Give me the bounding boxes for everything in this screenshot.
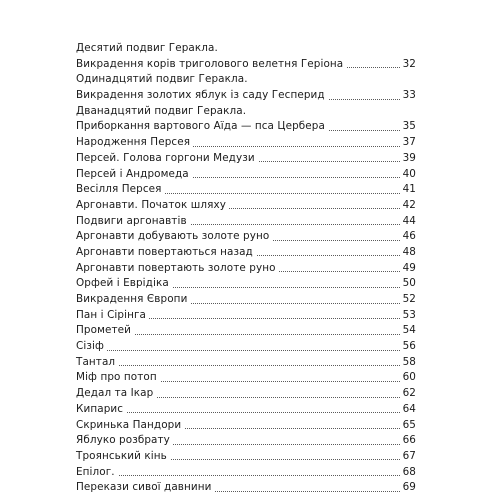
toc-entry-title: Тантал — [76, 355, 118, 371]
toc-entry-page-number: 33 — [400, 88, 416, 104]
toc-entry — [76, 355, 416, 371]
toc-entry-page-number: 52 — [400, 292, 416, 308]
toc-entry-page-number: 66 — [400, 433, 416, 449]
toc-entry — [76, 167, 416, 183]
toc-entry-title: Епілог. — [76, 465, 118, 481]
toc-entry-page-number: 56 — [400, 339, 416, 355]
toc-entry-page-number: 35 — [400, 119, 416, 135]
toc-entry-title: Перекази сивої давнини — [76, 480, 215, 496]
toc-entry-title: Яблуко розбрату — [76, 433, 173, 449]
toc-entry — [76, 151, 416, 167]
toc-entry — [76, 182, 416, 198]
toc-entry-title: Десятий подвиг Геракла. — [76, 41, 221, 57]
toc-entry-title: Дванадцятий подвиг Геракла. — [76, 104, 249, 120]
toc-entry-title: Міф про потоп — [76, 370, 160, 386]
toc-entry-title: Подвиги аргонавтів — [76, 214, 190, 230]
dot-leader — [76, 365, 416, 366]
toc-entry-title: Весілля Персея — [76, 182, 165, 198]
toc-entry-title: Пан і Сірінга — [76, 308, 149, 324]
toc-entry — [76, 480, 416, 496]
toc-entry-title: Персей. Голова горгони Медузи — [76, 151, 258, 167]
toc-entry-title: Аргонавти добувають золоте руно — [76, 229, 272, 245]
toc-entry-page-number: 60 — [400, 370, 416, 386]
toc-entry-page-number: 32 — [400, 57, 416, 73]
toc-entry — [76, 276, 416, 292]
toc-entry-title: Приборкання вартового Аїда — пса Цербера — [76, 119, 328, 135]
toc-entry-page-number: 54 — [400, 323, 416, 339]
toc-entry — [76, 88, 416, 104]
toc-entry-page-number: 39 — [400, 151, 416, 167]
toc-entry — [76, 214, 416, 230]
toc-entry — [76, 57, 416, 73]
toc-entry-title: Аргонавти. Початок шляху — [76, 198, 229, 214]
toc-entry — [76, 292, 416, 308]
toc-entry — [76, 135, 416, 151]
toc-entry-page-number: 44 — [400, 214, 416, 230]
toc-entry — [76, 465, 416, 481]
dot-leader — [76, 412, 416, 413]
dot-leader — [76, 350, 416, 351]
toc-entry-title: Прометей — [76, 323, 134, 339]
toc-entry-title: Дедал та Ікар — [76, 386, 156, 402]
toc-entry — [76, 386, 416, 402]
toc-entry-title: Викрадення золотих яблук із саду Гесперид — [76, 88, 328, 104]
toc-entry-page-number: 48 — [400, 245, 416, 261]
toc-entry-page-number: 49 — [400, 261, 416, 277]
toc-entry — [76, 41, 416, 57]
toc-entry — [76, 229, 416, 245]
toc-entry — [76, 339, 416, 355]
dot-leader — [76, 475, 416, 476]
toc-entry-page-number: 37 — [400, 135, 416, 151]
toc-entry-title: Аргонавти повертають золоте руно — [76, 261, 279, 277]
toc-entry — [76, 308, 416, 324]
toc-entry — [76, 198, 416, 214]
toc-entry-page-number: 68 — [400, 465, 416, 481]
toc-entry-page-number: 62 — [400, 386, 416, 402]
toc-entry-page-number: 40 — [400, 167, 416, 183]
toc-entry — [76, 119, 416, 135]
toc-entry-page-number: 41 — [400, 182, 416, 198]
toc-entry-title: Аргонавти повертаються назад — [76, 245, 256, 261]
toc-entry — [76, 323, 416, 339]
toc-entry-title: Викрадення Європи — [76, 292, 190, 308]
toc-entry — [76, 370, 416, 386]
table-of-contents — [76, 41, 416, 496]
toc-entry-page-number: 64 — [400, 402, 416, 418]
toc-entry — [76, 402, 416, 418]
toc-entry — [76, 245, 416, 261]
toc-entry-page-number: 42 — [400, 198, 416, 214]
toc-entry-page-number: 46 — [400, 229, 416, 245]
toc-entry-title: Орфей і Еврідіка — [76, 276, 172, 292]
toc-entry — [76, 449, 416, 465]
toc-entry-page-number: 58 — [400, 355, 416, 371]
toc-entry-page-number: 67 — [400, 449, 416, 465]
toc-entry-page-number: 65 — [400, 418, 416, 434]
toc-entry-title: Троянський кінь — [76, 449, 170, 465]
toc-entry-title: Персей і Андромеда — [76, 167, 192, 183]
toc-entry-page-number: 69 — [400, 480, 416, 496]
toc-entry-title: Сізіф — [76, 339, 107, 355]
toc-entry-title: Викрадення корів триголового велетня Геріона — [76, 57, 346, 73]
toc-entry-title: Народження Персея — [76, 135, 193, 151]
toc-entry — [76, 104, 416, 120]
toc-entry — [76, 72, 416, 88]
toc-entry — [76, 261, 416, 277]
toc-entry-title: Одинадцятий подвиг Геракла. — [76, 72, 251, 88]
toc-entry — [76, 433, 416, 449]
toc-entry-title: Скринька Пандори — [76, 418, 184, 434]
toc-entry-page-number: 53 — [400, 308, 416, 324]
toc-entry — [76, 418, 416, 434]
toc-entry-title: Кипарис — [76, 402, 126, 418]
toc-entry-page-number: 50 — [400, 276, 416, 292]
